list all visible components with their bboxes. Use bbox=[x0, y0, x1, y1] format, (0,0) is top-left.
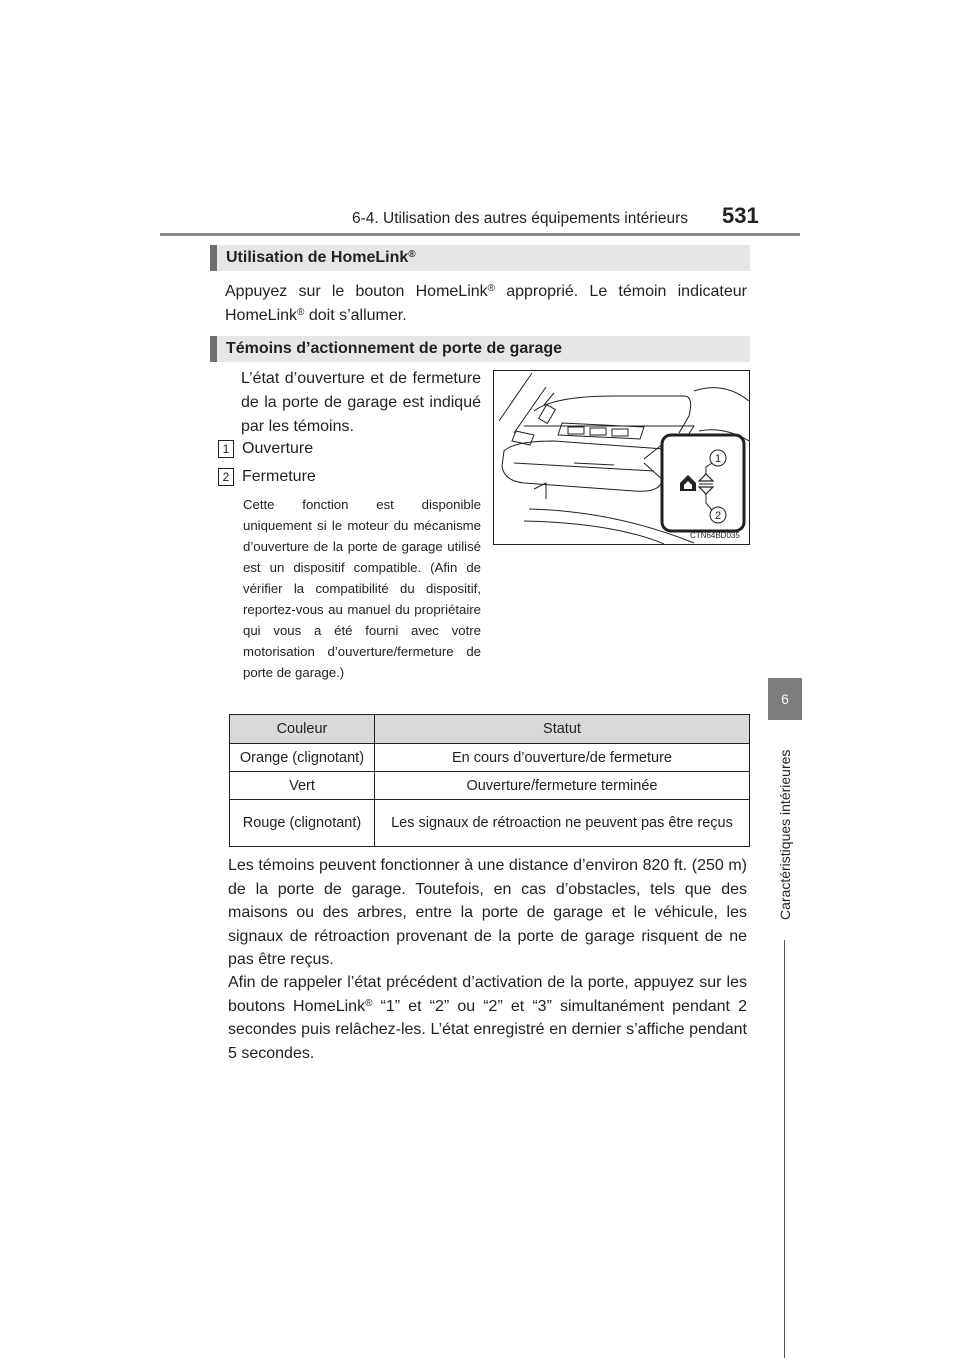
side-rule bbox=[784, 940, 785, 1358]
table-cell: Ouverture/fermeture terminée bbox=[374, 772, 749, 800]
callout-number: 2 bbox=[218, 468, 234, 486]
recall-paragraph-b: “1” et “2” ou “2” et “3” simultanément pendant 2 secondes puis relâchez-les. L’état enregistré en dernier s’affiche pendant 5 secondes. bbox=[228, 997, 747, 1062]
chapter-side-label: Caractéristiques intérieures bbox=[777, 749, 793, 920]
indicator-status-table bbox=[229, 714, 750, 847]
recall-paragraph-a: Afin de rappeler l’état précédent d’activation de la porte, appuyez sur les boutons HomeLink bbox=[228, 974, 747, 1015]
list-item-label: Fermeture bbox=[242, 468, 316, 485]
overhead-console-drawing bbox=[494, 371, 749, 544]
table-cell: En cours d’ouverture/de fermeture bbox=[374, 744, 749, 772]
callout-number: 1 bbox=[218, 440, 234, 458]
table-row bbox=[230, 772, 750, 800]
registered-mark: ® bbox=[365, 997, 373, 1009]
overhead-console-illustration bbox=[493, 370, 750, 545]
section-heading-homelink-text: Utilisation de HomeLink bbox=[226, 249, 409, 266]
registered-mark: ® bbox=[297, 307, 305, 318]
chapter-side-label-wrap bbox=[768, 730, 802, 930]
registered-mark: ® bbox=[408, 249, 416, 260]
chapter-title: 6-4. Utilisation des autres équipements intérieurs bbox=[352, 210, 689, 227]
chapter-tab bbox=[768, 678, 802, 720]
table-header-row bbox=[230, 715, 750, 744]
chapter-tab-number: 6 bbox=[781, 691, 789, 707]
compatibility-note: Cette fonction est disponible uniquement si le moteur du mécanisme d’ouverture de la porte de garage utilisé est un dispositif compatible. (Afin de vérifier la compatibilité du dispositif, reportez-vous au manuel du propriétaire qui vous a été fourni avec votre motorisation d’ouverture/fermeture de porte de garage.) bbox=[243, 497, 481, 680]
illustration-code: CTN64BD035 bbox=[690, 531, 740, 540]
section-heading-garage-indicators: Témoins d’actionnement de porte de garage bbox=[210, 336, 750, 362]
column-header: Statut bbox=[374, 715, 749, 744]
list-item bbox=[218, 468, 316, 486]
homelink-paragraph bbox=[225, 280, 747, 328]
callout-2: 2 bbox=[714, 510, 722, 522]
table-cell: Orange (clignotant) bbox=[230, 744, 375, 772]
indicator-intro: L’état d’ouverture et de fermeture de la porte de garage est indiqué par les témoins. bbox=[241, 370, 481, 435]
table-cell: Les signaux de rétroaction ne peuvent pas être reçus bbox=[374, 800, 749, 847]
recall-paragraph bbox=[228, 971, 747, 1065]
range-paragraph: Les témoins peuvent fonctionner à une distance d’environ 820 ft. (250 m) de la porte de garage. Toutefois, en cas d’obstacles, tels que des maisons ou des arbres, entre la porte de garage et le véhicule, les signaux de rétroaction provenant de la porte de garage risquent de ne pas être reçus. bbox=[228, 857, 747, 968]
table-row bbox=[230, 744, 750, 772]
table-cell: Vert bbox=[230, 772, 375, 800]
header-rule bbox=[160, 233, 800, 236]
homelink-paragraph-b: approprié. Le témoin indicateur HomeLink bbox=[225, 283, 747, 324]
table-row bbox=[230, 800, 750, 847]
homelink-paragraph-c: doit s’allumer. bbox=[304, 307, 407, 324]
column-header: Couleur bbox=[230, 715, 375, 744]
list-item-label: Ouverture bbox=[242, 440, 314, 457]
section-heading-homelink bbox=[210, 245, 750, 271]
table-cell: Rouge (clignotant) bbox=[230, 800, 375, 847]
list-item bbox=[218, 440, 313, 458]
page-number: 531 bbox=[722, 203, 759, 228]
callout-1: 1 bbox=[714, 453, 722, 465]
registered-mark: ® bbox=[487, 283, 496, 294]
homelink-paragraph-a: Appuyez sur le bouton HomeLink bbox=[225, 283, 488, 300]
